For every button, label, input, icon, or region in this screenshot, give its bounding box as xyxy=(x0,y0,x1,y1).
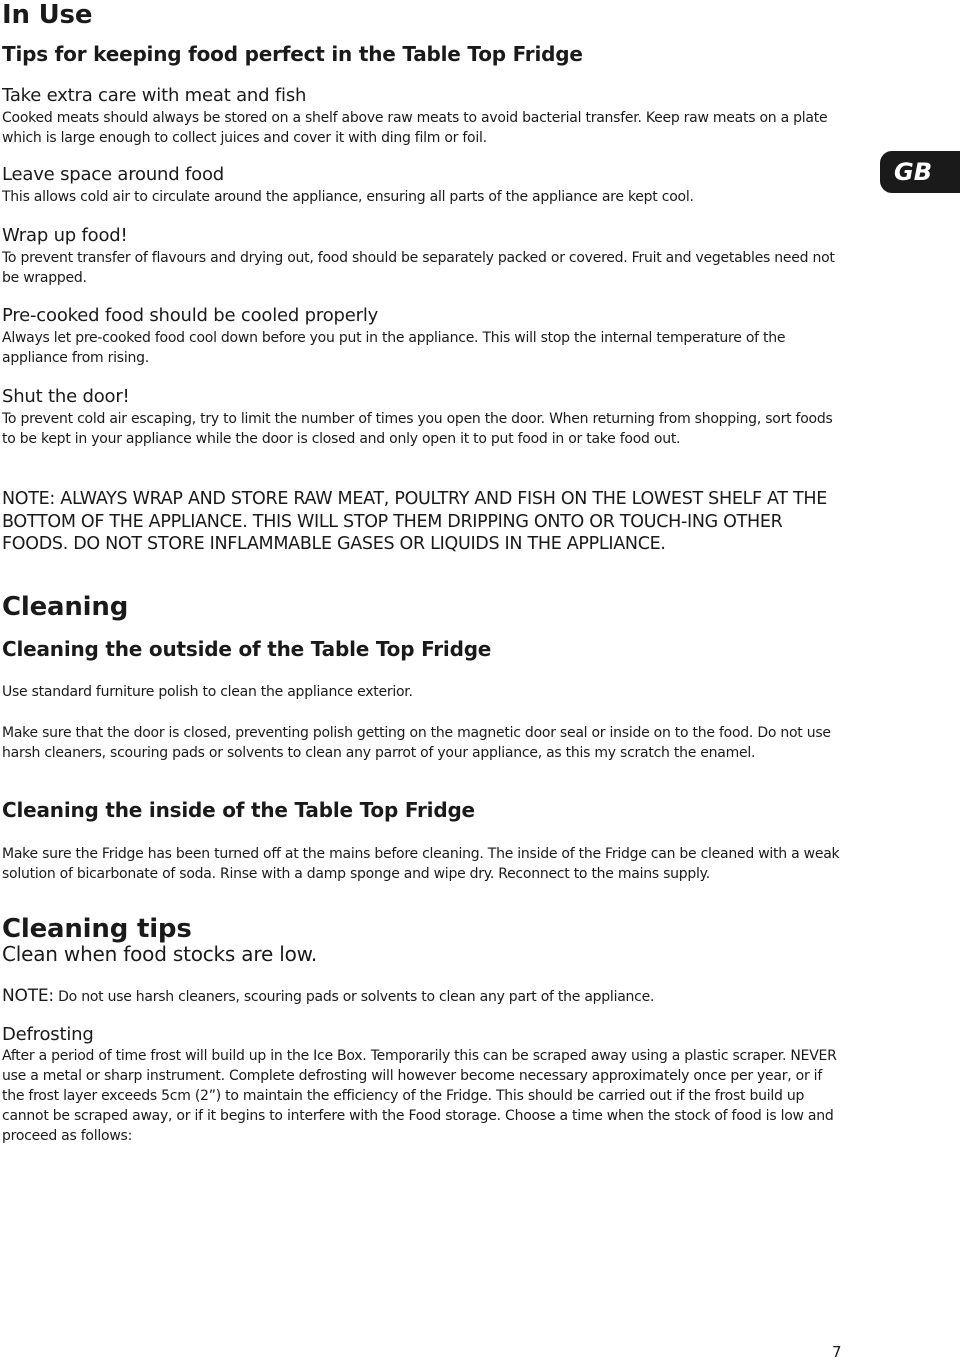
in-use-subtitle: Tips for keeping food perfect in the Table Top Fridge xyxy=(2,42,583,66)
tip-heading-precooked: Pre-cooked food should be cooled properly xyxy=(2,305,379,326)
tip-heading-meat-fish: Take extra care with meat and fish xyxy=(2,85,307,106)
tip-heading-wrap: Wrap up food! xyxy=(2,225,128,246)
cleaning-outside-heading: Cleaning the outside of the Table Top Fridge xyxy=(2,637,492,661)
language-tab-gb: GB xyxy=(880,151,960,193)
tip-text-precooked: Always let pre-cooked food cool down before you put in the appliance. This will stop the internal temperature of the appliance from rising. xyxy=(2,330,786,366)
cleaning-tips-subheading: Clean when food stocks are low. xyxy=(2,942,318,966)
tip-text-space: This allows cold air to circulate around the appliance, ensuring all parts of the appliance are kept cool. xyxy=(2,189,694,205)
cleaning-tips-heading: Cleaning tips xyxy=(2,914,192,944)
page-number: 7 xyxy=(832,1343,842,1361)
tip-text-door: To prevent cold air escaping, try to limit the number of times you open the door. When returning from shopping, sort foods to be kept in your appliance while the door is closed and only open it to put food in or take food out. xyxy=(2,411,833,447)
cleaning-tips-note xyxy=(2,985,852,1008)
tip-heading-door: Shut the door! xyxy=(2,386,130,407)
tip-text-wrap: To prevent transfer of flavours and drying out, food should be separately packed or covered. Fruit and vegetables need not be wrapped. xyxy=(2,250,835,286)
cleaning-inside-text: Make sure the Fridge has been turned off at the mains before cleaning. The inside of the Fridge can be cleaned with a weak solution of bicarbonate of soda. Rinse with a damp sponge and wipe dry. Reconnect to the mains supply. xyxy=(2,846,840,882)
storage-note: NOTE: ALWAYS WRAP AND STORE RAW MEAT, POULTRY AND FISH ON THE LOWEST SHELF AT THE BOTTOM OF THE APPLIANCE. THIS WILL STOP THEM DRIPPING ONTO OR TOUCH-ING OTHER FOODS. DO NOT STORE INFLAMMABLE GASES OR LIQUIDS IN THE APPLIANCE. xyxy=(2,489,828,554)
cleaning-outside-para2: Make sure that the door is closed, preventing polish getting on the magnetic door seal or inside on to the food. Do not use harsh cleaners, scouring pads or solvents to clean any parrot of your appliance, as this my scratch the enamel. xyxy=(2,725,831,761)
tip-text-meat-fish: Cooked meats should always be stored on a shelf above raw meats to avoid bacterial transfer. Keep raw meats on a plate which is large enough to collect juices and cover it with ding film or foil. xyxy=(2,110,828,146)
cleaning-inside-heading: Cleaning the inside of the Table Top Fridge xyxy=(2,798,475,822)
in-use-title: In Use xyxy=(2,0,93,30)
cleaning-title: Cleaning xyxy=(2,592,129,622)
tip-heading-space: Leave space around food xyxy=(2,164,224,185)
cleaning-outside-para1: Use standard furniture polish to clean the appliance exterior. xyxy=(2,684,413,700)
note-label: NOTE: xyxy=(2,986,54,1006)
defrosting-heading: Defrosting xyxy=(2,1024,94,1045)
note-text: Do not use harsh cleaners, scouring pads or solvents to clean any part of the appliance. xyxy=(53,989,655,1005)
defrosting-text: After a period of time frost will build up in the Ice Box. Temporarily this can be scraped away using a plastic scraper. NEVER use a metal or sharp instrument. Complete defrosting will however become necessary approximately once per year, or if the frost layer exceeds 5cm (2”) to maintain the efficiency of the Fridge. This should be carried out if the frost build up cannot be scraped away, or if it begins to interfere with the Food storage. Choose a time when the stock of food is low and proceed as follows: xyxy=(2,1048,837,1144)
